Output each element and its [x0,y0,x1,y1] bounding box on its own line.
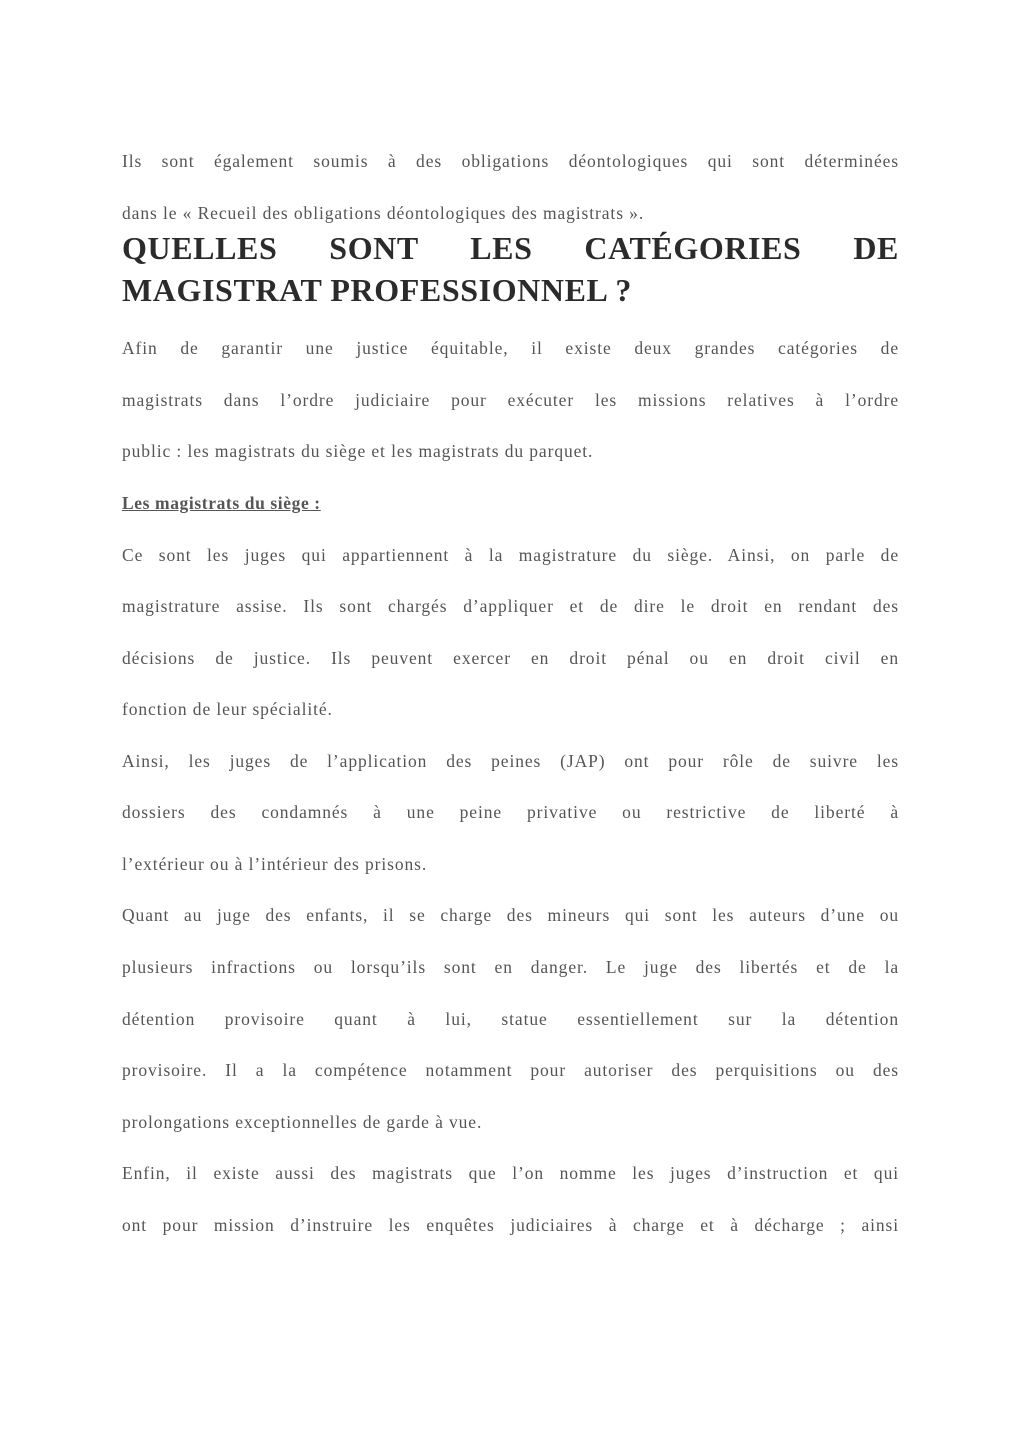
paragraph-2-line-2: magistrature assise. Ils sont chargés d’appliquer et de dire le droit en rendant des [122,596,899,616]
paragraph-3-line-1: Ainsi, les juges de l’application des peines (JAP) ont pour rôle de suivre les [122,751,899,771]
paragraph-2-line-3: décisions de justice. Ils peuvent exercer en droit pénal ou en droit civil en [122,648,899,668]
intro-line-2: dans le « Recueil des obligations déontologiques des magistrats ». [122,203,645,223]
section-heading-line-1: QUELLES SONT LES CATÉGORIES DE [122,230,899,266]
paragraph-1-line-2: magistrats dans l’ordre judiciaire pour exécuter les missions relatives à l’ordre [122,390,899,410]
paragraph-1-line-3: public : les magistrats du siège et les magistrats du parquet. [122,441,594,461]
paragraph-5-line-1: Enfin, il existe aussi des magistrats que l’on nomme les juges d’instruction et qui [122,1163,899,1183]
paragraph-2-line-1: Ce sont les juges qui appartiennent à la magistrature du siège. Ainsi, on parle de [122,545,899,565]
paragraph-4-line-1: Quant au juge des enfants, il se charge des mineurs qui sont les auteurs d’une ou [122,905,899,925]
paragraph-4-line-3: détention provisoire quant à lui, statue essentiellement sur la détention [122,1009,899,1029]
intro-line-1: Ils sont également soumis à des obligations déontologiques qui sont déterminées [122,151,899,171]
paragraph-1-line-1: Afin de garantir une justice équitable, il existe deux grandes catégories de [122,338,899,358]
paragraph-4-line-5: prolongations exceptionnelles de garde à vue. [122,1112,483,1132]
paragraph-4-line-2: plusieurs infractions ou lorsqu’ils sont en danger. Le juge des libertés et de la [122,957,899,977]
paragraph-3-line-3: l’extérieur ou à l’intérieur des prisons. [122,854,428,874]
paragraph-5-line-2: ont pour mission d’instruire les enquêtes judiciaires à charge et à décharge ; ainsi [122,1215,899,1235]
paragraph-3-line-2: dossiers des condamnés à une peine privative ou restrictive de liberté à [122,802,899,822]
paragraph-4-line-4: provisoire. Il a la compétence notamment pour autoriser des perquisitions ou des [122,1060,899,1080]
subheading-magistrats-siege: Les magistrats du siège : [122,493,321,513]
section-heading-line-2: MAGISTRAT PROFESSIONNEL ? [122,272,632,308]
paragraph-2-line-4: fonction de leur spécialité. [122,699,333,719]
